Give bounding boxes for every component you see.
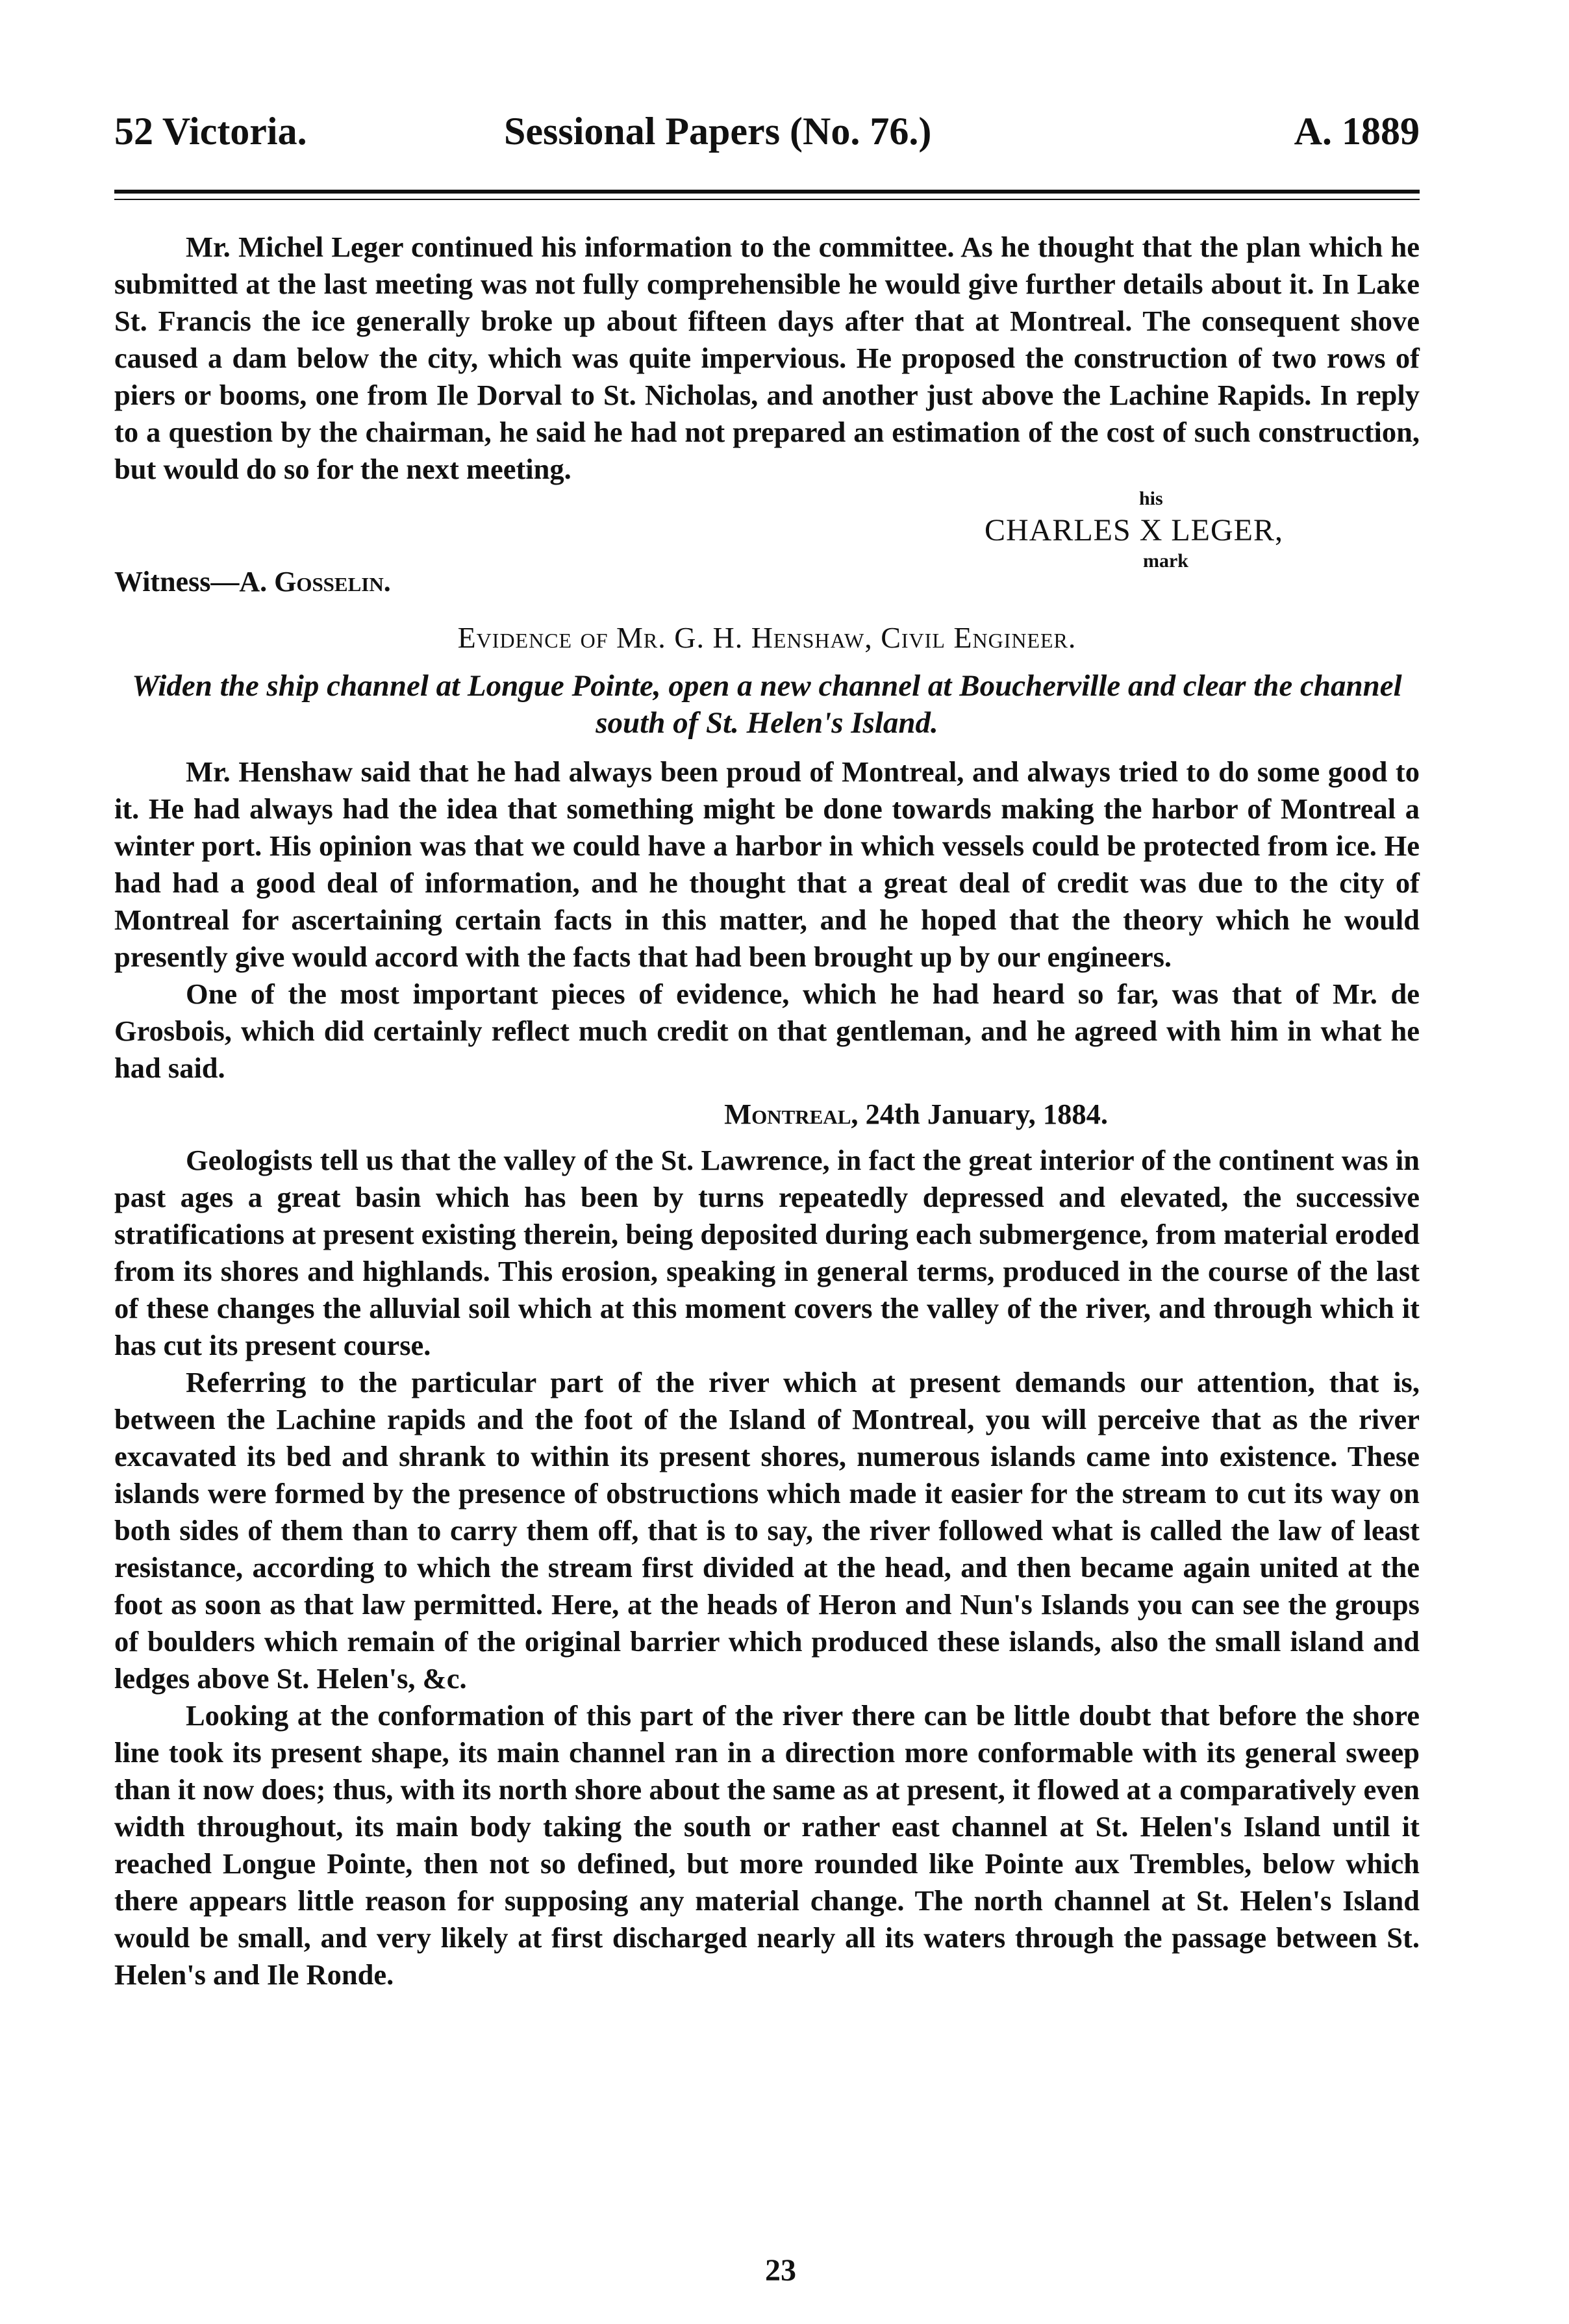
- signature-block: [114, 488, 1420, 597]
- paragraph-henshaw-2: One of the most important pieces of evidence, which he had heard so far, was that of Mr. de Grosbois, which did certainly reflect much credit on that gentleman, and he agreed with him in what he had said.: [114, 978, 1420, 1084]
- page-number: 23: [765, 2253, 796, 2288]
- paragraph-geologists: Geologists tell us that the valley of the St. Lawrence, in fact the great interior of the continent was in past ages a great basin which has been by turns repeatedly depressed and elevated, the successive stratifications at present existing therein, being deposited during each submergence, from material eroded from its shores and highlands. This erosion, speaking in general terms, produced in the course of the last of these changes the alluvial soil which at this moment covers the valley of the river, and through which it has cut its present course.: [114, 1144, 1420, 1361]
- paragraph-leger: Mr. Michel Leger continued his information to the committee. As he thought that the plan which he submitted at the last meeting was not fully comprehensible he would give further details about it. In Lake St. Francis the ice generally broke up about fifteen days after that at Montreal. The consequent shove caused a dam below the city, which was quite impervious. He proposed the construction of two rows of piers or booms, one from Ile Dorval to St. Nicholas, and another just above the Lachine Rapids. In reply to a question by the chairman, he said he had not prepared an estimation of the cost of such construction, but would do so for the next meeting.: [114, 231, 1420, 485]
- section-subheading: Widen the ship channel at Longue Pointe, open a new channel at Boucherville and clear the channel south of St. Helen's Island.: [132, 669, 1402, 740]
- header-rule-thin: [114, 199, 1420, 200]
- signature-name: CHARLES X LEGER,: [985, 513, 1283, 548]
- signature-mark: mark: [1143, 550, 1188, 572]
- evidence-heading: Evidence of Mr. G. H. Henshaw, Civil Engineer.: [457, 621, 1077, 654]
- header-volume: 52 Victoria.: [114, 110, 307, 153]
- body-text: [114, 229, 1420, 1993]
- dateline-place: Montreal,: [724, 1098, 859, 1130]
- witness-name: A. Gosselin.: [239, 566, 391, 598]
- header-sessional-papers: Sessional Papers (No. 76.): [504, 110, 932, 153]
- header-rule-thick: [114, 190, 1420, 194]
- witness-prefix: Witness—: [114, 566, 240, 598]
- header-year: A. 1889: [1294, 110, 1420, 153]
- paragraph-referring: Referring to the particular part of the river which at present demands our attention, that is, between the Lachine rapids and the foot of the Island of Montreal, you will perceive that as the river excavated its bed and shrank to within its present shores, numerous islands came into existence. These islands were formed by the presence of obstructions which made it easier for the stream to cut its way on both sides of them than to carry them off, that is to say, the river followed what is called the law of least resistance, according to which the stream first divided at the head, and then became again united at the foot as soon as that law permitted. Here, at the heads of Heron and Nun's Islands you can see the groups of boulders which remain of the original barrier which produced these islands, also the small island and ledges above St. Helen's, &c.: [114, 1366, 1420, 1695]
- dateline-date: 24th January, 1884.: [865, 1098, 1108, 1130]
- signature-his: his: [1139, 488, 1163, 509]
- paragraph-looking: Looking at the conformation of this part of the river there can be little doubt that before the shore line took its present shape, its main channel ran in a direction more conformable with its general sweep than it now does; thus, with its north shore about the same as at present, it flowed at a comparatively even width throughout, its main body taking the south or rather east channel at St. Helen's Island until it reached Longue Pointe, then not so defined, but more rounded like Pointe aux Trembles, below which there appears little reason for supposing any material change. The north channel at St. Helen's Island would be small, and very likely at first discharged nearly all its waters through the passage between St. Helen's and Ile Ronde.: [114, 1699, 1420, 1991]
- witness-line: [114, 563, 391, 600]
- running-header: [114, 109, 1420, 161]
- paragraph-henshaw-1: Mr. Henshaw said that he had always been proud of Montreal, and always tried to do some good to it. He had always had the idea that something might be done towards making the harbor of Montreal a winter port. His opinion was that we could have a harbor in which vessels could be protected from ice. He had had a good deal of information, and he thought that a great deal of credit was due to the city of Montreal for ascertaining certain facts in this matter, and he hoped that the theory which he would presently give would accord with the facts that had been brought up by our engineers.: [114, 755, 1420, 973]
- dateline: [114, 1096, 1420, 1133]
